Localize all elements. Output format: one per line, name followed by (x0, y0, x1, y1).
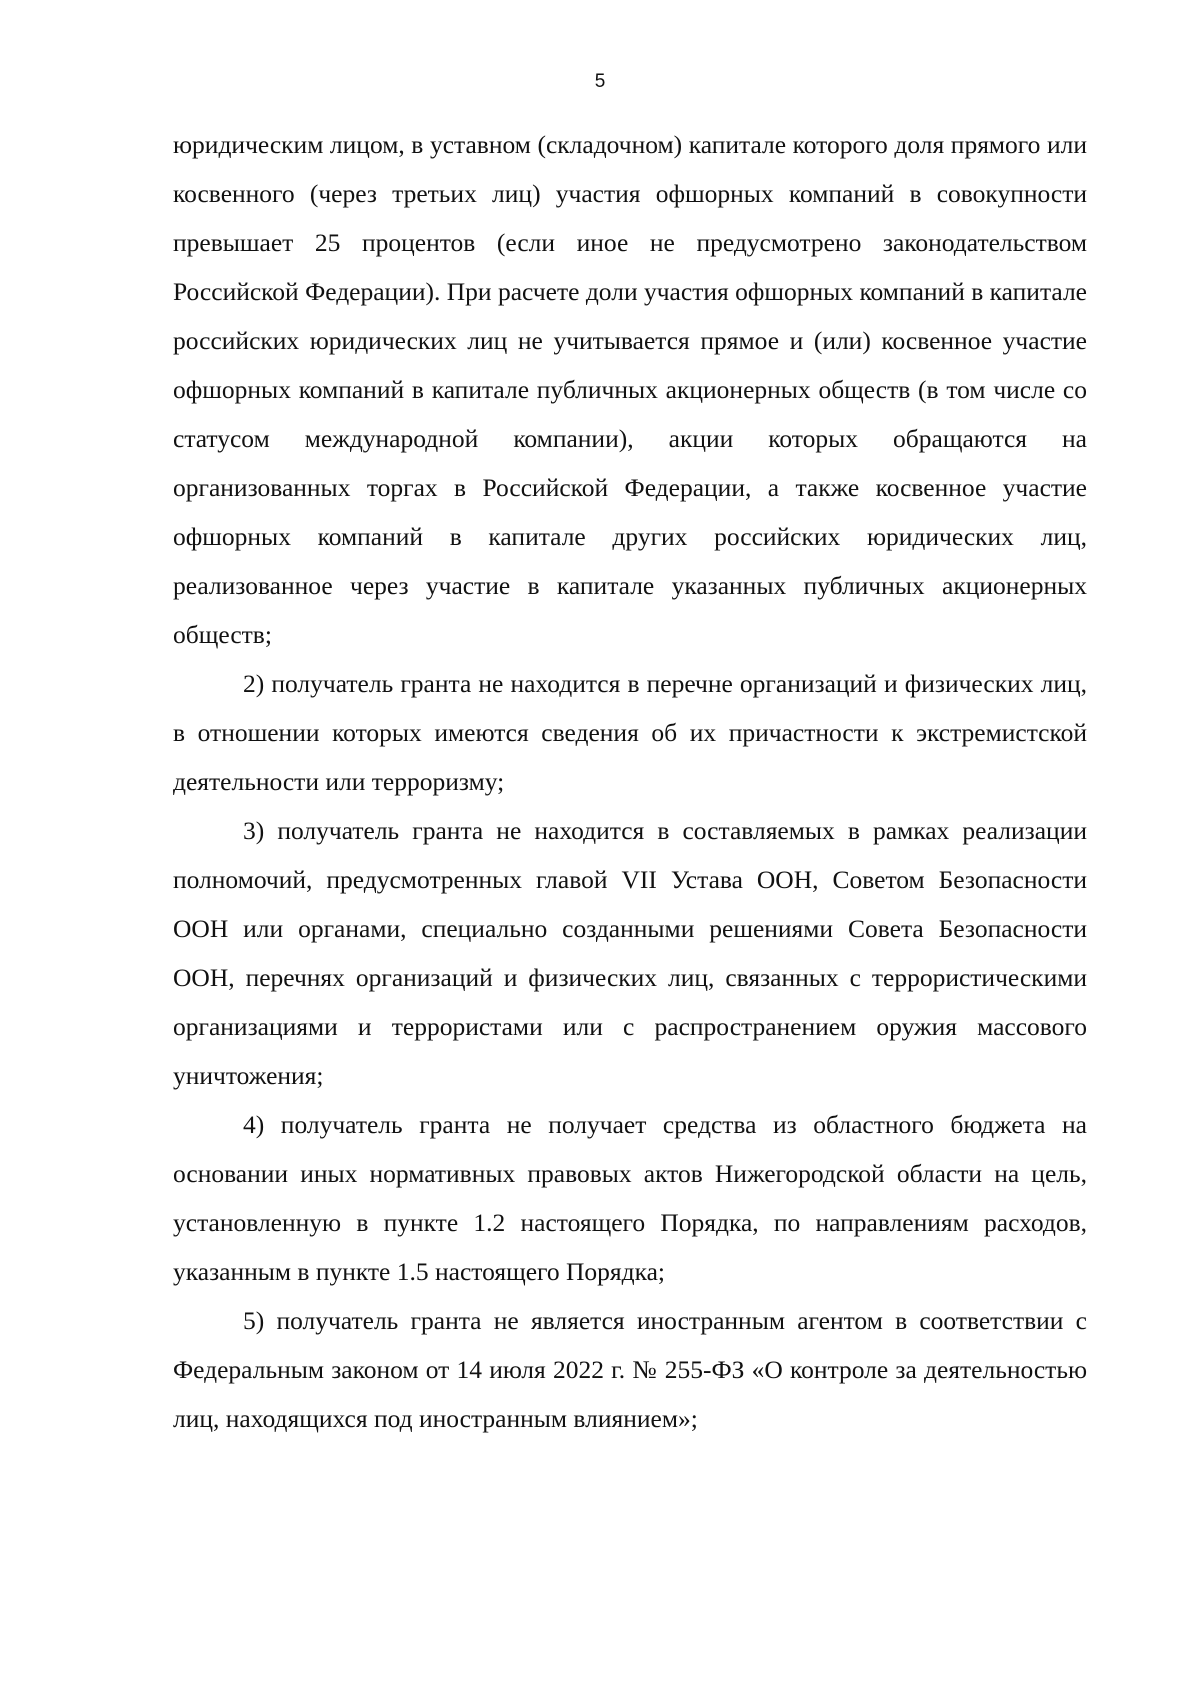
paragraph-item-5: 5) получатель гранта не является иностранным агентом в соответствии с Федеральным законом от 14 июля 2022 г. № 255-ФЗ «О контроле за деятельностью лиц, находящихся под иностранным влиянием»; (173, 1306, 1087, 1433)
paragraph-item-4: 4) получатель гранта не получает средства из областного бюджета на основании иных нормативных правовых актов Нижегородской области на цель, установленную в пункте 1.2 настоящего Порядка, по направлениям расходов, указанным в пункте 1.5 настоящего Порядка; (173, 1110, 1087, 1286)
paragraph-item-2: 2) получатель гранта не находится в перечне организаций и физических лиц, в отношении которых имеются сведения об их причастности к экстремистской деятельности или терроризму; (173, 669, 1087, 796)
paragraph-item-3: 3) получатель гранта не находится в составляемых в рамках реализации полномочий, предусмотренных главой VII Устава ООН, Советом Безопасности ООН или органами, специально созданными решениями Совета Безопасности ООН, перечнях организаций и физических лиц, связанных с террористическими организациями и террористами или с распространением оружия массового уничтожения; (173, 816, 1087, 1090)
page-number: 5 (594, 71, 606, 92)
paragraph-continuation: юридическим лицом, в уставном (складочном) капитале которого доля прямого или косвенного (через третьих лиц) участия офшорных компаний в совокупности превышает 25 процентов (если иное не предусмотрено законодательством Российской Федерации). При расчете доли участия офшорных компаний в капитале российских юридических лиц не учитывается прямое и (или) косвенное участие офшорных компаний в капитале публичных акционерных обществ (в том числе со статусом международной компании), акции которых обращаются на организованных торгах в Российской Федерации, а также косвенное участие офшорных компаний в капитале других российских юридических лиц, реализованное через участие в капитале указанных публичных акционерных обществ; (173, 130, 1087, 649)
document-body (173, 120, 1087, 1443)
